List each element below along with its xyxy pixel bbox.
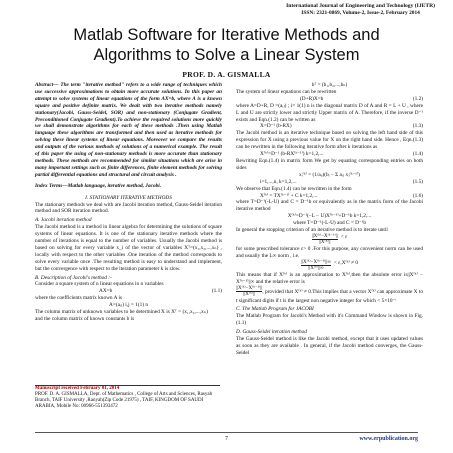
fraction-numerator: ||X⁽ᵏ⁾−X⁽ᵏ⁻¹⁾||∞ bbox=[301, 259, 331, 265]
equation-text: bᵀ = (b₁,b₂,...,bₙ) bbox=[311, 82, 348, 88]
vector-b-definition bbox=[236, 82, 423, 89]
subsection-heading-gauss-seidel: D. Gauss-Seidel iteration method bbox=[236, 329, 307, 336]
title-line-1: Matlab Software for Iterative Methods and bbox=[73, 26, 380, 44]
page-number: 7 bbox=[225, 436, 228, 442]
relative-error-paragraph bbox=[236, 286, 423, 305]
matlab-paragraph: The Matlab Program for Jacobi's Method with it's Command Window is shown in Fig.(1.1) bbox=[236, 313, 423, 327]
infinity-norm-criterion bbox=[236, 260, 423, 272]
stopping-fraction bbox=[312, 234, 338, 246]
subsection-heading-jacobi: A. Jacobi iteration method bbox=[35, 217, 92, 224]
title-line-2: Algorithms to Solve a Linear System bbox=[93, 46, 360, 64]
stopping-criterion bbox=[236, 234, 423, 246]
stopping-paragraph: In general the stopping criterion of an iterative method is to iterate until bbox=[236, 227, 388, 234]
left-column bbox=[35, 82, 222, 323]
fraction-numerator: ||X⁽ᵏ⁾−X⁽ᵏ⁻¹⁾|| bbox=[311, 233, 338, 239]
journal-issn: ISSN: 2321-0869, Volume-2, Issue-2, February 2014 bbox=[301, 10, 420, 16]
equation-text: A=(aᵢⱼ) i,j = 1(1) n bbox=[109, 302, 148, 309]
equation-number: (1.1) bbox=[211, 288, 222, 295]
paper-title bbox=[0, 25, 453, 65]
stopping-relation: < ε bbox=[340, 233, 348, 240]
journal-name: International Journal of Engineering and Technology (IJETR) bbox=[286, 3, 435, 9]
fraction-denominator: ||X⁽ᵏ⁾|| bbox=[318, 240, 331, 246]
matrix-form-where bbox=[236, 220, 423, 227]
subsection-heading-matlab: C. The Matlab Program for JACOBI bbox=[236, 306, 314, 313]
constants-paragraph: and the column matrix of known constants b is bbox=[35, 316, 135, 322]
matrix-form-paragraph: Rewriting Eqn.(1.4) in matrix form We get by equating corresponding entries on both sides bbox=[236, 157, 423, 171]
unknowns-paragraph: The column matrix of unknown variables to be determined X is Xᵀ = (x₁,x₂,...,xₙ) bbox=[35, 309, 208, 316]
equation-number: (1.5) bbox=[412, 178, 423, 185]
equation-number: (1.4) bbox=[412, 151, 423, 158]
norm-fraction bbox=[301, 260, 331, 272]
fraction-numerator: ||X⁽ᵏ⁾−X⁽ᵏ⁻¹⁾|| bbox=[236, 285, 263, 291]
page-footer-divider bbox=[35, 432, 418, 433]
tolerance-paragraph: for some prescribed tolerance ε> 0 .For this purpose, any convenient norm can be used and usually the L∞ norm , i.e. bbox=[236, 245, 423, 259]
equation-1-4 bbox=[236, 151, 423, 158]
equivalent-form-paragraph: where T=D⁻¹(-L-U) and C = D⁻¹b or equivalently as in the matrix form of the Jacobi iterative method bbox=[236, 199, 423, 213]
equation-text: AX=b bbox=[99, 288, 113, 295]
website-link[interactable]: www.erpublication.org bbox=[359, 436, 418, 442]
rewrite-paragraph: The system of linear equations can be rewritten bbox=[236, 88, 337, 95]
gauss-seidel-paragraph: The Gauss-Seidel method is like the Jacobi method, except that it uses updated values as soon as they are available . In general, if the Jacobi method converges, the Gauss-Seidel bbox=[236, 336, 423, 356]
decomposition-paragraph: where A=D+R, D =(aᵢⱼ) ; i= 1(1) n is the diagonal matrix D of A and R = L + U , where L and U are strictly lower and strictly Upper matrix of A. Therefore, if the inverse D⁻¹ exists and Eqn.(1.2) can be written as bbox=[236, 102, 423, 123]
author-affiliation: PROF. D. A. GISMALLA, Dept. of Mathematics , College of Arts and Sciences, Rasyah Branch, TAIF University ,Ranyah(Zip Code 21975) , TAIF, KINGDOM OF SAUDI ARABIA, Mobile No: 00966-551393472 bbox=[35, 392, 213, 409]
description-paragraph: Consider a square system of n linear equations in n variables bbox=[35, 281, 164, 288]
equation-number: (1.2) bbox=[412, 95, 423, 102]
equation-text: where T=D⁻¹(-L-U) and C = D⁻¹b bbox=[292, 220, 367, 227]
equation-number: (1.6) bbox=[412, 192, 423, 199]
equation-text: xᵢ⁽ᵏ⁾ = (1/aᵢᵢ)(bᵢ − Σ aᵢⱼ xⱼ⁽ᵏ⁻¹⁾) bbox=[299, 171, 360, 178]
observe-paragraph: We observe that Eqn.(1.4) can be rewritten in the form bbox=[236, 185, 352, 192]
jacobi-paragraph: The Jacobi method is a method in linear algebra for determining the solutions of square systems of linear equations. It is one of the stationary iterative methods where the number of iterations is equal to the number of variables. Usually the Jacobi method is based on solving for every variable x_i of the vector of variables Xᵀ=(x₁,x₂,...,xₙ) , locally with respect to the other variables .One iteration of the method corresponds to solve every variable once .The resulting method is easy to understand and implement, but the convergence with respect to the iteration parameter k is slow. bbox=[35, 224, 222, 272]
right-column bbox=[236, 82, 423, 357]
equation-text: X⁽ᵏ⁾ = TX⁽ᵏ⁻¹⁾ + C k=1,2,... bbox=[260, 192, 318, 199]
equation-1-2 bbox=[236, 96, 423, 103]
equation-1-5-range bbox=[236, 179, 423, 186]
subsection-heading-description: B. Description of Jacobi's method :- bbox=[35, 274, 112, 281]
author-name: PROF. D. A. GISMALLA bbox=[182, 70, 271, 79]
footnote bbox=[35, 386, 222, 410]
journal-header bbox=[286, 3, 435, 17]
significant-digits-text: , provided that X⁽ᵏ⁾ ≠ 0.This implies that a vector X⁽ᵏ⁾ can approximate X to t significant digits if t is the largest non negative integer for which bbox=[236, 288, 423, 304]
equation-text: X⁽ᵏ⁾=D⁻¹(−L − U)X⁽ᵏ⁻¹⁾+D⁻¹b k=1,2,... bbox=[287, 213, 372, 220]
fraction-denominator: ||X⁽ᵏ⁾|| bbox=[243, 292, 255, 298]
relative-error-fraction bbox=[236, 286, 262, 298]
manuscript-received: Manuscript received February 01, 2014 bbox=[35, 386, 120, 391]
iterative-technique-paragraph: The Jacobi method is an iterative technique based on solving the left hand side of this expression for X using a previous value for X on the right hand side. Hence , Eqn.(1.3) can be rewritten in the following iterative form after k iterations as bbox=[236, 130, 423, 151]
equation-number: (1.3) bbox=[412, 123, 423, 130]
equation-text: i=1,...,n, k=1,2,... bbox=[260, 178, 297, 185]
equation-text: X⁽ᵏ⁾=D⁻¹ (b-RX⁽ᵏ⁻¹⁾) k=1,2,... bbox=[260, 151, 324, 158]
section-heading-stationary: I. STATIONARY ITERATIVE METHODS bbox=[85, 194, 172, 201]
index-terms: Index Terms—Matlab language, iterative method, Jacobi. bbox=[35, 182, 162, 189]
norm-relation: < ε,X⁽ᵏ⁾ ≠ 0 bbox=[333, 259, 358, 266]
equation-1-5 bbox=[236, 172, 423, 179]
where-text: where the coefficients matrix known A is bbox=[35, 295, 122, 302]
section-paragraph: The stationary methods we deal with are Jacobi iteration method, Gauss-Seidel iteration method and SOR iteration method. bbox=[35, 201, 222, 215]
significant-digits-bound: < 5×10⁻ᵗ bbox=[377, 297, 397, 304]
equation-text: X=D⁻¹ (b-RX) bbox=[260, 123, 292, 130]
fraction-denominator: ||X⁽ᵏ⁾||∞ bbox=[308, 266, 324, 272]
equation-text: (D+R)X=b bbox=[300, 95, 324, 102]
abstract: Abstract— The term "iterative method" refers to a wide range of techniques which use successive approximations to obtain more accurate solutions. In this paper an attempt to solve systems of linear equations of the form AX=b, where A is a known square and positive definite matrix. We dealt with two iterative methods namely stationary(Jacobi, Gauss-Seidel, SOR) and non-stationary (Conjugate Gradient, Preconditioned Conjugate Gradient).To achieve the required solutions more quickly we shall demonstrate algorithms for each of these methods .Then using Matlab language these algorithms are transformed and then used as iterative methods for solving these linear systems of linear equations. Moreover we compare the results and outputs of the various methods of solutions of a numerical example. The result of this paper the using of non-stationary methods is more accurate than stationary methods. These methods are recommended for similar situations which are arise in many important settings such as finite differences, finite element methods for solving partial differential equations and structural and circuit analysis . bbox=[35, 82, 222, 178]
error-paragraph: This means that if X⁽ᵏ⁾ is an approximation to X⁽ᵏ⁾,then the absolute error is||X⁽ᵏ⁾ − X⁽ᵏ⁻¹⁾||∞ and the relative error is bbox=[236, 271, 423, 285]
